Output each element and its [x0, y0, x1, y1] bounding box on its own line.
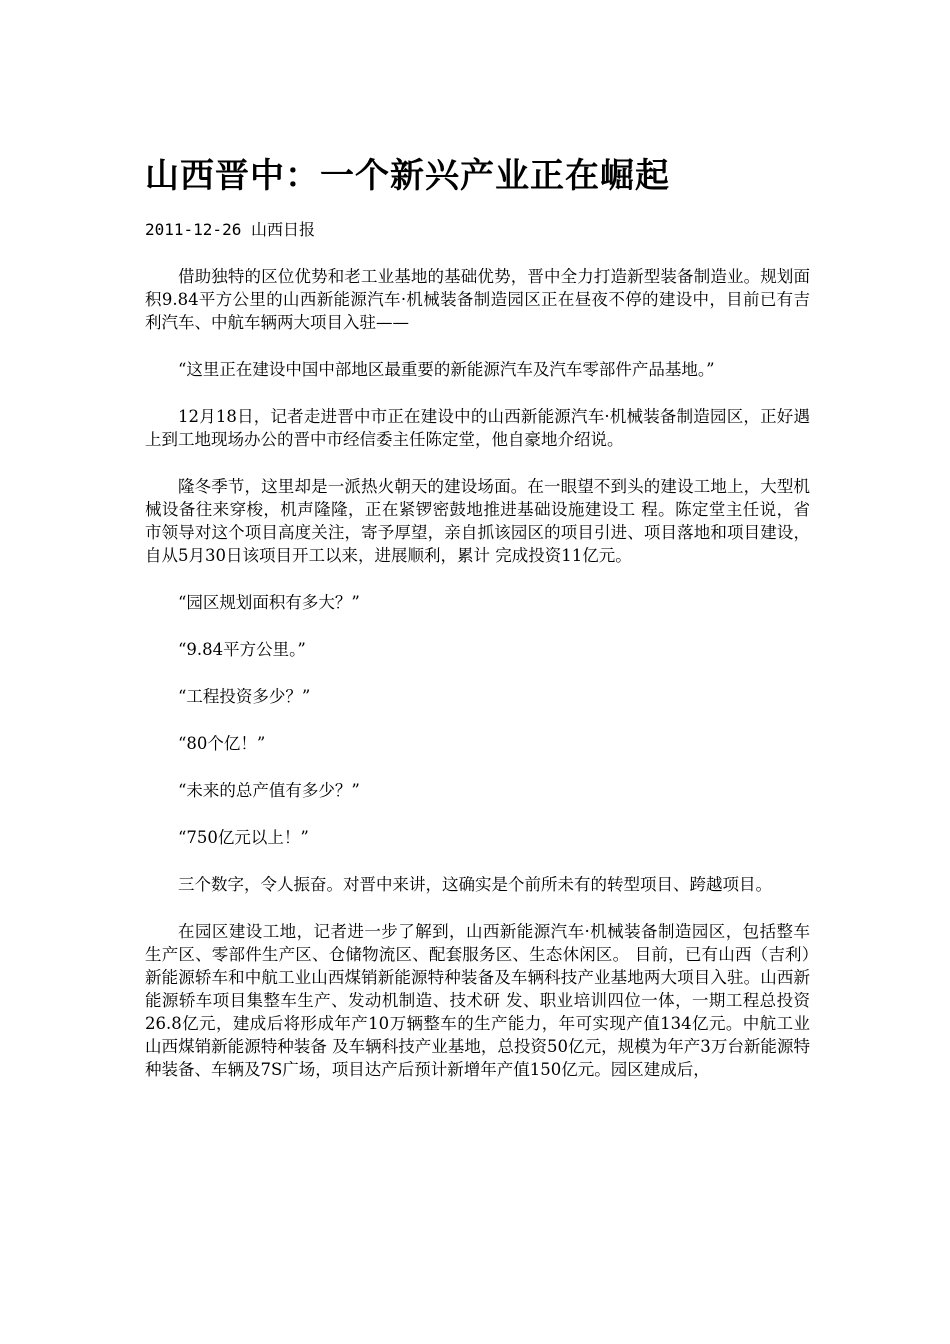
- paragraph-answer-output: “750亿元以上！”: [178, 828, 309, 847]
- paragraph-park-details: 在园区建设工地，记者进一步了解到，山西新能源汽车·机械装备制造园区，包括整车生产区、零部件生产区、仓储物流区、配套服务区、生态休闲区。 目前，已有山西（吉利）新能源轿车和中航工业山西煤销新能源特种装备及车辆科技产业基地两大项目入驻。山西新能源轿车项目集整车生产、发动机制造、技术研 发、职业培训四位一体，一期工程总投资26.8亿元，建成后将形成年产10万辆整车的生产能力，年可实现产值134亿元。中航工业山西煤销新能源特种装备 及车辆科技产业基地，总投资50亿元，规模为年产3万台新能源特种装备、车辆及7S广场，项目达产后预计新增年产值150亿元。园区建成后，: [145, 922, 810, 1079]
- paragraph-construction: 隆冬季节，这里却是一派热火朝天的建设场面。在一眼望不到头的建设工地上，大型机械设备往来穿梭，机声隆隆，正在紧锣密鼓地推进基础设施建设工 程。陈定堂主任说，省市领导对这个项目高度关注，寄予厚望，亲自抓该园区的项目引进、项目落地和项目建设，自从5月30日该项目开工以来，进展顺利，累计 完成投资11亿元。: [145, 477, 810, 565]
- paragraph-question-investment: “工程投资多少？”: [178, 687, 311, 706]
- paragraph-visit: 12月18日，记者走进晋中市正在建设中的山西新能源汽车·机械装备制造园区，正好遇上到工地现场办公的晋中市经信委主任陈定堂，他自豪地介绍说。: [145, 407, 810, 449]
- paragraph-intro: 借助独特的区位优势和老工业基地的基础优势，晋中全力打造新型装备制造业。规划面积9.84平方公里的山西新能源汽车·机械装备制造园区正在昼夜不停的建设中，目前已有吉利汽车、中航车辆两大项目入驻——: [145, 267, 810, 332]
- paragraph-question-area: “园区规划面积有多大？”: [178, 593, 360, 612]
- article-title: 山西晋中：一个新兴产业正在崛起: [145, 156, 670, 196]
- paragraph-quote-base: “这里正在建设中国中部地区最重要的新能源汽车及汽车零部件产品基地。”: [178, 360, 715, 379]
- paragraph-answer-investment: “80个亿！”: [178, 734, 266, 753]
- article-byline: 2011-12-26 山西日报: [145, 220, 315, 239]
- article: [145, 150, 810, 1081]
- paragraph-answer-area: “9.84平方公里。”: [178, 640, 306, 659]
- paragraph-question-output: “未来的总产值有多少？”: [178, 781, 360, 800]
- paragraph-three-numbers: 三个数字，令人振奋。对晋中来讲，这确实是个前所未有的转型项目、跨越项目。: [178, 875, 772, 894]
